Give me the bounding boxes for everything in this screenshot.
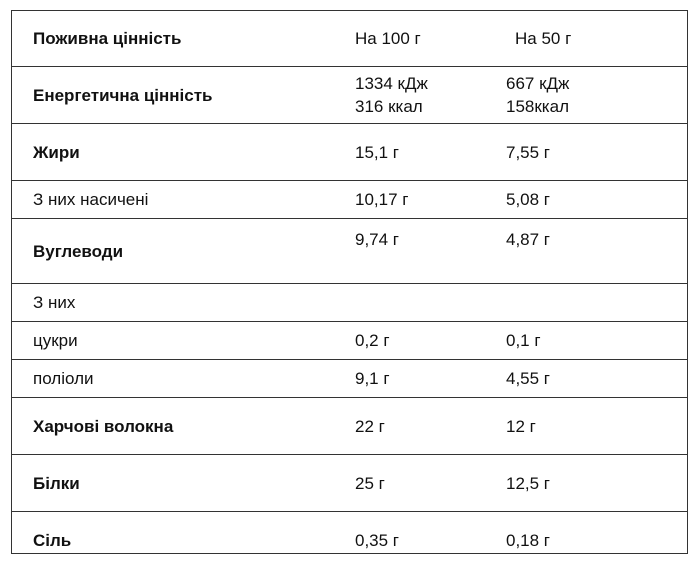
row-label: поліоли [11, 360, 355, 398]
value-per-50g [506, 284, 688, 322]
row-label: Харчові волокна [11, 398, 355, 455]
value-per-100g: 0,35 г [355, 512, 506, 568]
header-per-100g: На 100 г [355, 10, 506, 67]
row-label: цукри [11, 322, 355, 360]
value-per-100g: 25 г [355, 455, 506, 512]
value-per-50g: 0,18 г [506, 512, 688, 568]
value-kcal: 158ккал [506, 95, 688, 118]
row-label: Сіль [11, 512, 355, 568]
row-sugars [11, 322, 688, 360]
header-per-50g: На 50 г [506, 10, 688, 67]
row-energy [11, 67, 688, 124]
row-of-which [11, 284, 688, 322]
value-per-50g: 4,87 г [506, 219, 688, 284]
value-per-100g: 22 г [355, 398, 506, 455]
row-proteins [11, 455, 688, 512]
value-per-50g [506, 67, 688, 124]
row-label: Жири [11, 124, 355, 181]
row-carbohydrates [11, 219, 688, 284]
value-per-50g: 12 г [506, 398, 688, 455]
row-polyols [11, 360, 688, 398]
value-per-50g: 7,55 г [506, 124, 688, 181]
row-label: З них насичені [11, 181, 355, 219]
row-label: Білки [11, 455, 355, 512]
value-per-100g: 9,74 г [355, 219, 506, 284]
row-fats [11, 124, 688, 181]
nutrition-table [11, 10, 688, 568]
value-per-100g [355, 284, 506, 322]
header-label: Поживна цінність [11, 10, 355, 67]
value-per-50g: 5,08 г [506, 181, 688, 219]
table-header-row [11, 10, 688, 67]
value-kj: 667 кДж [506, 72, 688, 95]
value-kj: 1334 кДж [355, 72, 506, 95]
value-per-100g: 0,2 г [355, 322, 506, 360]
value-per-50g: 4,55 г [506, 360, 688, 398]
row-saturated [11, 181, 688, 219]
row-label: Енергетична цінність [11, 67, 355, 124]
value-per-100g: 9,1 г [355, 360, 506, 398]
row-label: З них [11, 284, 355, 322]
row-salt [11, 512, 688, 568]
value-per-50g: 0,1 г [506, 322, 688, 360]
row-fiber [11, 398, 688, 455]
value-kcal: 316 ккал [355, 95, 506, 118]
value-per-100g [355, 67, 506, 124]
value-per-50g: 12,5 г [506, 455, 688, 512]
row-label: Вуглеводи [11, 219, 355, 284]
value-per-100g: 15,1 г [355, 124, 506, 181]
value-per-100g: 10,17 г [355, 181, 506, 219]
